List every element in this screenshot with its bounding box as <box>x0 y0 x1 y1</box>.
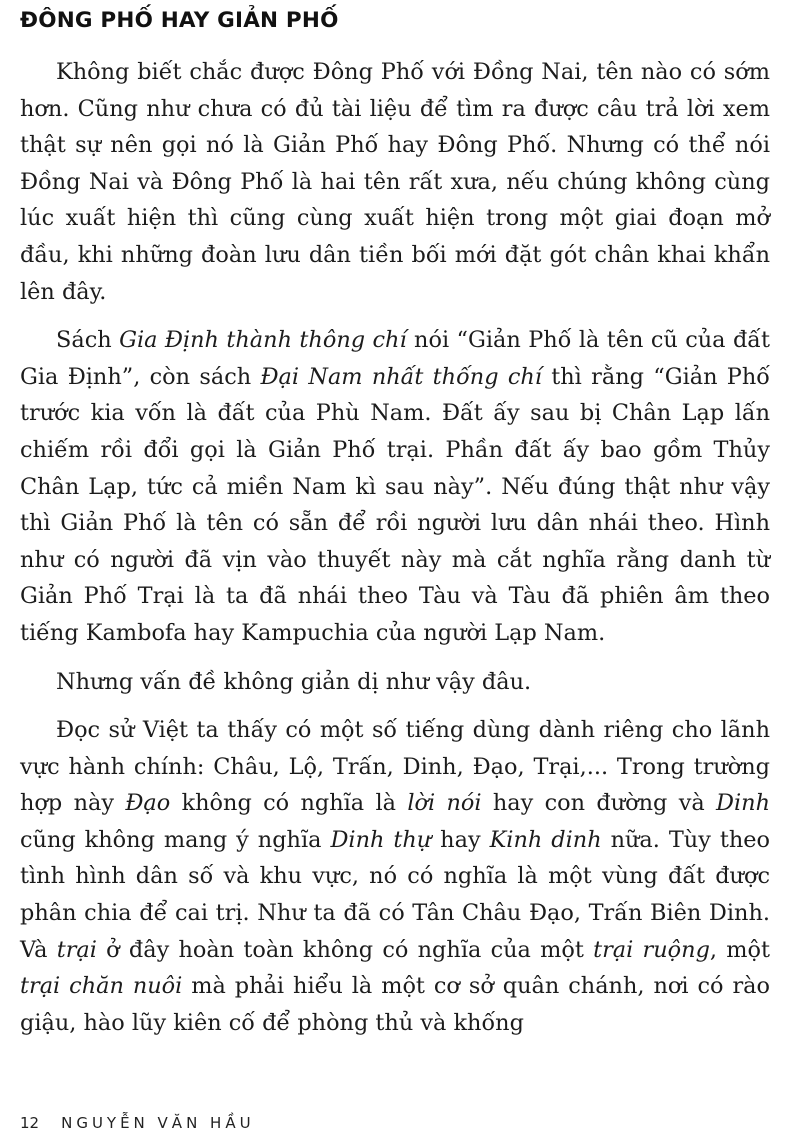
text-run: nói “Giản Phố là tên cũ của đất Gia Định”, còn sách <box>20 327 770 390</box>
italic-text: lời nói <box>407 790 482 817</box>
italic-text: Đại Nam nhất thống chí <box>260 363 542 390</box>
text-run: , một <box>709 936 770 963</box>
body-text <box>20 54 770 1053</box>
paragraph <box>20 322 770 651</box>
text-run: hay <box>431 826 490 853</box>
text-run: ở đây hoàn toàn không có nghĩa của một <box>96 936 594 963</box>
paragraph <box>20 664 770 701</box>
italic-text: trại chăn nuôi <box>20 973 183 1000</box>
text-run: thì rằng “Giản Phố trước kia vốn là đất của Phù Nam. Đất ấy sau bị Chân Lạp lấn chiếm rồi đổi gọi là Giản Phố trại. Phần đất ấy bao gồm Thủy Chân Lạp, tức cả miền Nam kì sau này”. Nếu đúng thật như vậy thì Giản Phố là tên có sẵn để rồi người lưu dân nhái theo. Hình như có người đã vịn vào thuyết này mà cắt nghĩa rằng danh từ Giản Phố Trại là ta đã nhái theo Tàu và Tàu đã phiên âm theo tiếng Kambofa hay Kampuchia của người Lạp Nam. <box>20 363 770 646</box>
italic-text: Dinh <box>716 790 771 817</box>
italic-text: Đạo <box>125 790 171 817</box>
paragraph <box>20 712 770 1041</box>
author-name: NGUYỄN VĂN HẦU <box>61 1114 255 1132</box>
italic-text: Kinh dinh <box>489 826 602 853</box>
chapter-heading: ĐÔNG PHỐ HAY GIẢN PHỐ <box>20 8 339 33</box>
text-run: không có nghĩa là <box>170 790 408 817</box>
text-run: mà phải hiểu là một cơ sở quân chánh, nơi có rào giậu, hào lũy kiên cố để phòng thủ và khống <box>20 973 770 1036</box>
text-run: hay con đường và <box>481 790 717 817</box>
page-number: 12 <box>20 1114 40 1132</box>
text-run: Nhưng vấn đề không giản dị như vậy đâu. <box>56 668 532 695</box>
text-run: Sách <box>56 327 120 354</box>
italic-text: trại ruộng <box>593 936 710 963</box>
text-run: Không biết chắc được Đông Phố với Đồng Nai, tên nào có sớm hơn. Cũng như chưa có đủ tài liệu để tìm ra được câu trả lời xem thật sự nên gọi nó là Giản Phố hay Đông Phố. Nhưng có thể nói Đồng Nai và Đông Phố là hai tên rất xưa, nếu chúng không cùng lúc xuất hiện thì cũng cùng xuất hiện trong một giai đoạn mở đầu, khi những đoàn lưu dân tiền bối mới đặt gót chân khai khẩn lên đây. <box>20 59 770 305</box>
text-run: nữa. Tùy theo tình hình dân số và khu vực, nó có nghĩa là một vùng đất được phân chia để cai trị. Như ta đã có Tân Châu Đạo, Trấn Biên Dinh. Và <box>20 826 770 963</box>
page-footer <box>20 1114 255 1132</box>
paragraph <box>20 54 770 310</box>
text-run: Đọc sử Việt ta thấy có một số tiếng dùng dành riêng cho lãnh vực hành chính: Châu, Lộ, Trấn, Dinh, Đạo, Trại,... Trong trường hợp này <box>20 717 770 817</box>
italic-text: trại <box>56 936 97 963</box>
text-run: cũng không mang ý nghĩa <box>20 826 331 853</box>
italic-text: Dinh thự <box>330 826 432 853</box>
italic-text: Gia Định thành thông chí <box>119 327 407 354</box>
